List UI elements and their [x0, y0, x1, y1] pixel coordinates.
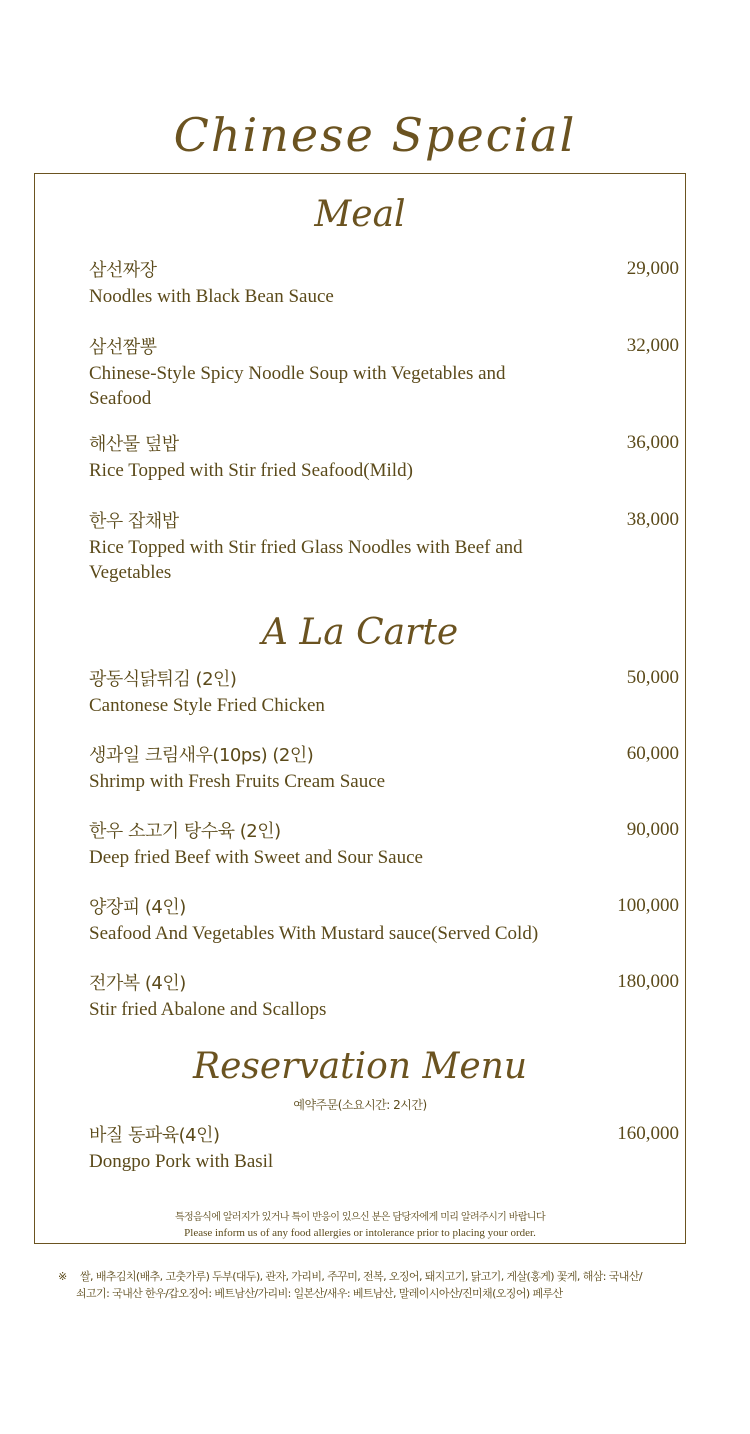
- menu-item: [89, 509, 679, 585]
- item-price: 36,000: [626, 432, 679, 453]
- menu-item: [89, 971, 679, 1022]
- item-price: 160,000: [617, 1123, 679, 1144]
- item-name-ko: 한우 소고기 탕수육 (2인): [89, 821, 281, 842]
- item-name-ko: 양장피 (4인): [89, 897, 186, 918]
- item-price: 29,000: [626, 258, 679, 279]
- item-name-en: Rice Topped with Stir fried Glass Noodles with Beef and Vegetables: [89, 537, 523, 583]
- menu-item: [89, 743, 679, 794]
- item-name-en: Noodles with Black Bean Sauce: [89, 286, 334, 307]
- item-name-en: Seafood And Vegetables With Mustard sauce(Served Cold): [89, 923, 539, 944]
- item-name-ko: 바질 동파육(4인): [89, 1125, 220, 1146]
- item-price: 90,000: [626, 819, 679, 840]
- menu-frame: [34, 173, 686, 1244]
- item-price: 50,000: [626, 667, 679, 688]
- item-name-en: Chinese-Style Spicy Noodle Soup with Vegetables and Seafood: [89, 363, 506, 409]
- item-name-en: Stir fried Abalone and Scallops: [89, 999, 327, 1020]
- item-name-en: Shrimp with Fresh Fruits Cream Sauce: [89, 771, 386, 792]
- item-name-en: Dongpo Pork with Basil: [89, 1151, 274, 1172]
- menu-item: [89, 432, 679, 483]
- item-name-ko: 삼선짬뽕: [89, 337, 157, 358]
- origin-line: 쌀, 배추김치(배추, 고춧가루) 두부(대두), 관자, 가리비, 주꾸미, 전복, 오징어, 돼지고기, 닭고기, 게살(홍게) 꽃게, 해삼: 국내산/: [80, 1270, 642, 1283]
- item-price: 32,000: [626, 335, 679, 356]
- item-name-ko: 해산물 덮밥: [89, 434, 179, 455]
- item-name-en: Deep fried Beef with Sweet and Sour Sauce: [89, 847, 423, 868]
- item-name-en: Cantonese Style Fried Chicken: [89, 695, 325, 716]
- item-price: 180,000: [617, 971, 679, 992]
- allergy-notice-en: Please inform us of any food allergies or intolerance prior to placing your order.: [184, 1227, 536, 1239]
- item-name-ko: 한우 잡채밥: [89, 511, 179, 532]
- origin-info: [58, 1268, 698, 1302]
- item-price: 38,000: [626, 509, 679, 530]
- page-title: Chinese Special: [173, 108, 577, 162]
- item-price: 60,000: [626, 743, 679, 764]
- origin-line: 쇠고기: 국내산 한우/갑오징어: 베트남산/가리비: 일본산/새우: 베트남산, 말레이시아산/진미채(오징어) 페루산: [76, 1287, 563, 1300]
- menu-item: [89, 895, 679, 946]
- reference-mark: ※: [58, 1270, 67, 1283]
- item-name-en: Rice Topped with Stir fried Seafood(Mild): [89, 460, 413, 481]
- item-name-ko: 생과일 크림새우(10ps) (2인): [89, 745, 314, 766]
- section-title-alacarte: A La Carte: [261, 612, 459, 653]
- menu-item: [89, 819, 679, 870]
- reservation-subtitle: 예약주문(소요시간: 2시간): [293, 1098, 427, 1112]
- menu-item: [89, 335, 679, 411]
- menu-item: [89, 258, 679, 309]
- item-name-ko: 삼선짜장: [89, 260, 157, 281]
- section-title-meal: Meal: [314, 194, 406, 235]
- item-price: 100,000: [617, 895, 679, 916]
- menu-item: [89, 1123, 679, 1174]
- allergy-notice-ko: 특정음식에 알러지가 있거나 특이 반응이 있으신 분은 담당자에게 미리 알려주시기 바랍니다: [174, 1212, 546, 1223]
- item-name-ko: 광동식닭튀김 (2인): [89, 669, 237, 690]
- section-title-reservation: Reservation Menu: [192, 1046, 528, 1087]
- menu-item: [89, 667, 679, 718]
- item-name-ko: 전가복 (4인): [89, 973, 186, 994]
